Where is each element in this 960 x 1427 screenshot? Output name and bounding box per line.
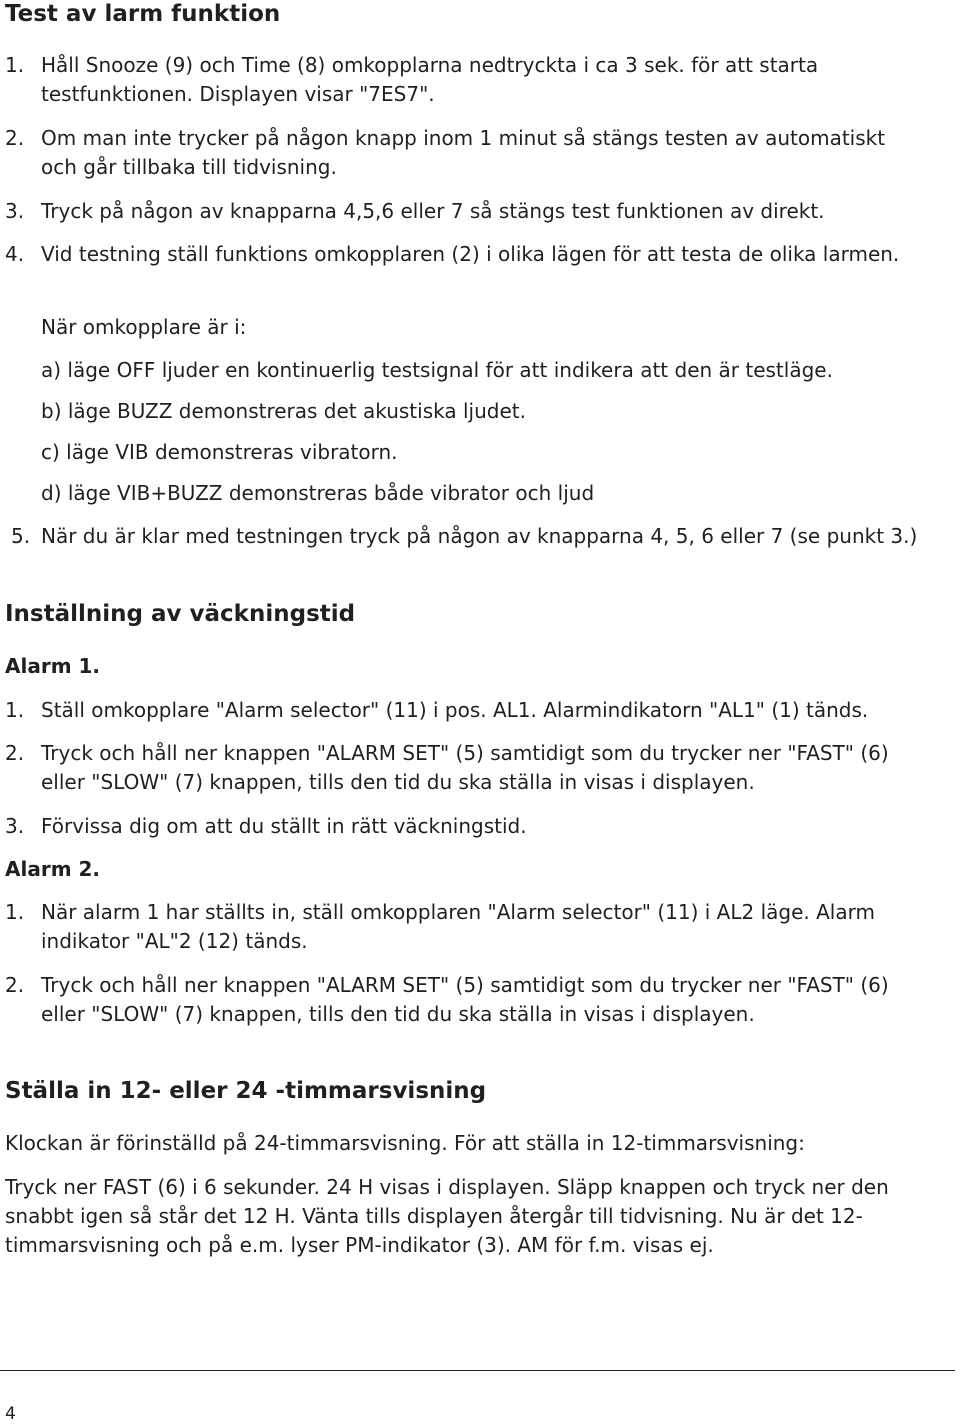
list-text: När alarm 1 har ställts in, ställ omkopplaren "Alarm selector" (11) i AL2 läge. Alarm indikator "AL"2 (12) tänds. <box>41 900 875 953</box>
list-text: Vid testning ställ funktions omkopplaren (2) i olika lägen för att testa de olika larmen. <box>41 242 900 266</box>
list-item <box>5 124 925 182</box>
list-item <box>5 971 925 1029</box>
page-number: 4 <box>5 1404 16 1424</box>
list-text: Om man inte trycker på någon knapp inom 1 minut så stängs testen av automatiskt och går tillbaka till tidvisning. <box>41 126 886 179</box>
list-number: 3. <box>5 814 25 838</box>
alarm2-title: Alarm 2. <box>5 857 101 881</box>
list-item <box>5 197 925 226</box>
list-number: 2. <box>5 126 25 150</box>
list-item <box>5 522 925 551</box>
list-number: 2. <box>5 741 25 765</box>
list-item <box>5 696 925 725</box>
list-number: 4. <box>5 242 25 266</box>
list-item <box>5 812 925 841</box>
section-heading-wake: Inställning av väckningstid <box>5 601 356 627</box>
mode-line: b) läge BUZZ demonstreras det akustiska ljudet. <box>41 399 526 423</box>
mode-line: c) läge VIB demonstreras vibratorn. <box>41 440 398 464</box>
clock-paragraph-2: Tryck ner FAST (6) i 6 sekunder. 24 H visas i displayen. Släpp knappen och tryck ner den snabbt igen så står det 12 H. Vänta tills displayen återgår till tidvisning. Nu är det 12-timmarsvisning och på e.m. lyser PM-indikator (3). AM för f.m. visas ej. <box>5 1175 889 1257</box>
list-text: Tryck och håll ner knappen "ALARM SET" (5) samtidigt som du trycker ner "FAST" (6) eller "SLOW" (7) knappen, tills den tid du ska ställa in visas i displayen. <box>41 973 889 1026</box>
mode-line: a) läge OFF ljuder en kontinuerlig testsignal för att indikera att den är testläge. <box>41 358 833 382</box>
alarm1-title: Alarm 1. <box>5 654 101 678</box>
list-text: Tryck och håll ner knappen "ALARM SET" (5) samtidigt som du trycker ner "FAST" (6) eller "SLOW" (7) knappen, tills den tid du ska ställa in visas i displayen. <box>41 741 889 794</box>
list-number: 1. <box>5 900 25 924</box>
list-text: Tryck på någon av knapparna 4,5,6 eller 7 så stängs test funktionen av direkt. <box>41 199 825 223</box>
list-text: Förvissa dig om att du ställt in rätt väckningstid. <box>41 814 527 838</box>
list-text: Ställ omkopplare "Alarm selector" (11) i pos. AL1. Alarmindikatorn "AL1" (1) tänds. <box>41 698 869 722</box>
list-item <box>5 240 925 269</box>
section-heading-test: Test av larm funktion <box>5 1 281 27</box>
list-item <box>5 739 925 797</box>
list-number: 1. <box>5 53 25 77</box>
list-number: 1. <box>5 698 25 722</box>
list-item <box>5 51 925 109</box>
list-number: 3. <box>5 199 25 223</box>
list-text: När du är klar med testningen tryck på någon av knapparna 4, 5, 6 eller 7 (se punkt 3.) <box>41 524 918 548</box>
clock-paragraph-1: Klockan är förinställd på 24-timmarsvisning. För att ställa in 12-timmarsvisning: <box>5 1131 805 1155</box>
list-text: Håll Snooze (9) och Time (8) omkopplarna nedtryckta i ca 3 sek. för att starta testfunktionen. Displayen visar "7ES7". <box>41 53 819 106</box>
list-number: 5. <box>11 524 31 548</box>
footer-divider <box>0 1370 955 1371</box>
mode-line: d) läge VIB+BUZZ demonstreras både vibrator och ljud <box>41 481 595 505</box>
list-number: 2. <box>5 973 25 997</box>
section-heading-clock: Ställa in 12- eller 24 -timmarsvisning <box>5 1078 487 1104</box>
modes-intro: När omkopplare är i: <box>41 315 247 339</box>
list-item <box>5 898 925 956</box>
